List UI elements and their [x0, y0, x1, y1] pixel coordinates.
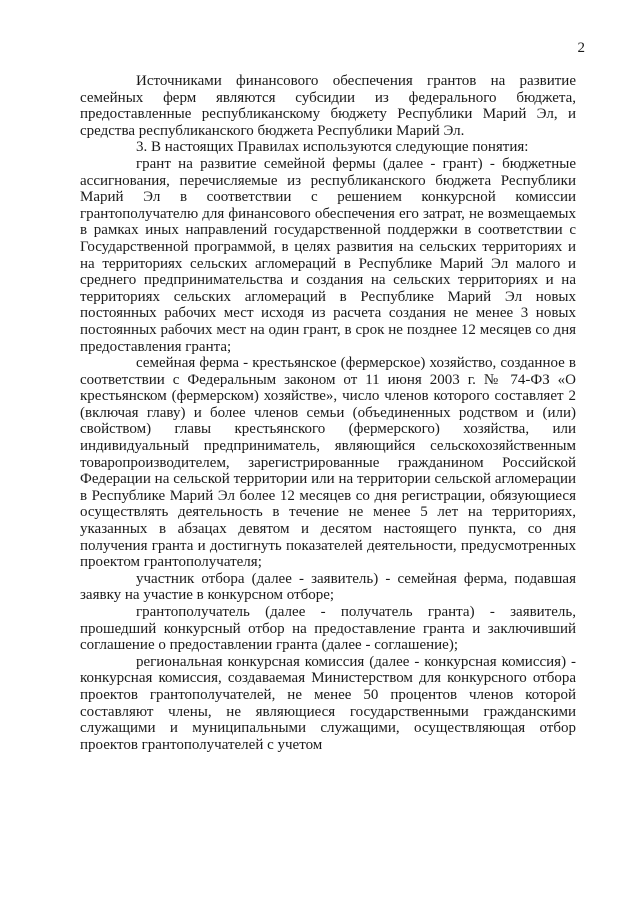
page-number: 2 — [577, 40, 585, 56]
paragraph-family-farm-definition: семейная ферма - крестьянское (фермерское) хозяйство, созданное в соответствии с Федеральным законом от 11 июня 2003 г. № 74-ФЗ «О крестьянском (фермерском) хозяйстве», число членов которого составляет 2 (включая главу) и более членов семьи (объединенных родством и (или) свойством) главы крестьянского (фермерского) хозяйства, или индивидуальный предприниматель, являющийся сельскохозяйственным товаропроизводителем, зарегистрированные гражданином Российской Федерации на сельской территории или на территории сельской агломерации в Республике Марий Эл более 12 месяцев со дня регистрации, обязующиеся осуществлять деятельность в течение не менее 5 лет на территориях, указанных в абзацах девятом и десятом настоящего пункта, со дня получения гранта и достигнуть показателей деятельности, предусмотренных проектом грантополучателя; — [80, 355, 576, 571]
paragraph-grantee-definition: грантополучатель (далее - получатель гранта) - заявитель, прошедший конкурсный отбор на предоставление гранта и заключивший соглашение о предоставлении гранта (далее - соглашение); — [80, 604, 576, 654]
paragraph-terms-intro: 3. В настоящих Правилах используются следующие понятия: — [136, 139, 529, 156]
paragraph-grant-definition: грант на развитие семейной фермы (далее - грант) - бюджетные ассигнования, перечисляемые из республиканского бюджета Республики Марий Эл в соответствии с решением конкурсной комиссии грантополучателю для финансового обеспечения его затрат, не возмещаемых в рамках иных направлений государственной поддержки в соответствии с Государственной программой, в целях развития на сельских территориях и на территориях сельских агломераций в Республике Марий Эл малого и среднего предпринимательства и создания на сельских территориях и на территориях сельских агломераций в Республике Марий Эл новых постоянных рабочих мест исходя из расчета создания не менее 3 новых постоянных рабочих мест на один грант, в срок не позднее 12 месяцев со дня предоставления гранта; — [80, 155, 576, 355]
paragraph-participant-definition: участник отбора (далее - заявитель) - семейная ферма, подавшая заявку на участие в конкурсном отборе; — [80, 570, 576, 604]
document-body — [80, 73, 576, 753]
paragraph-commission-definition: региональная конкурсная комиссия (далее - конкурсная комиссия) - конкурсная комиссия, создаваемая Министерством для конкурсного отбора проектов грантополучателей, не менее 50 процентов членов которой составляют члены, не являющиеся государственными гражданскими служащими и муниципальными служащими, осуществляющая отбор проектов грантополучателей с учетом — [80, 653, 576, 753]
paragraph-funding-sources: Источниками финансового обеспечения грантов на развитие семейных ферм являются субсидии из федерального бюджета, предоставленные республиканскому бюджету Республики Марий Эл, и средства республиканского бюджета Республики Марий Эл. — [80, 73, 576, 139]
